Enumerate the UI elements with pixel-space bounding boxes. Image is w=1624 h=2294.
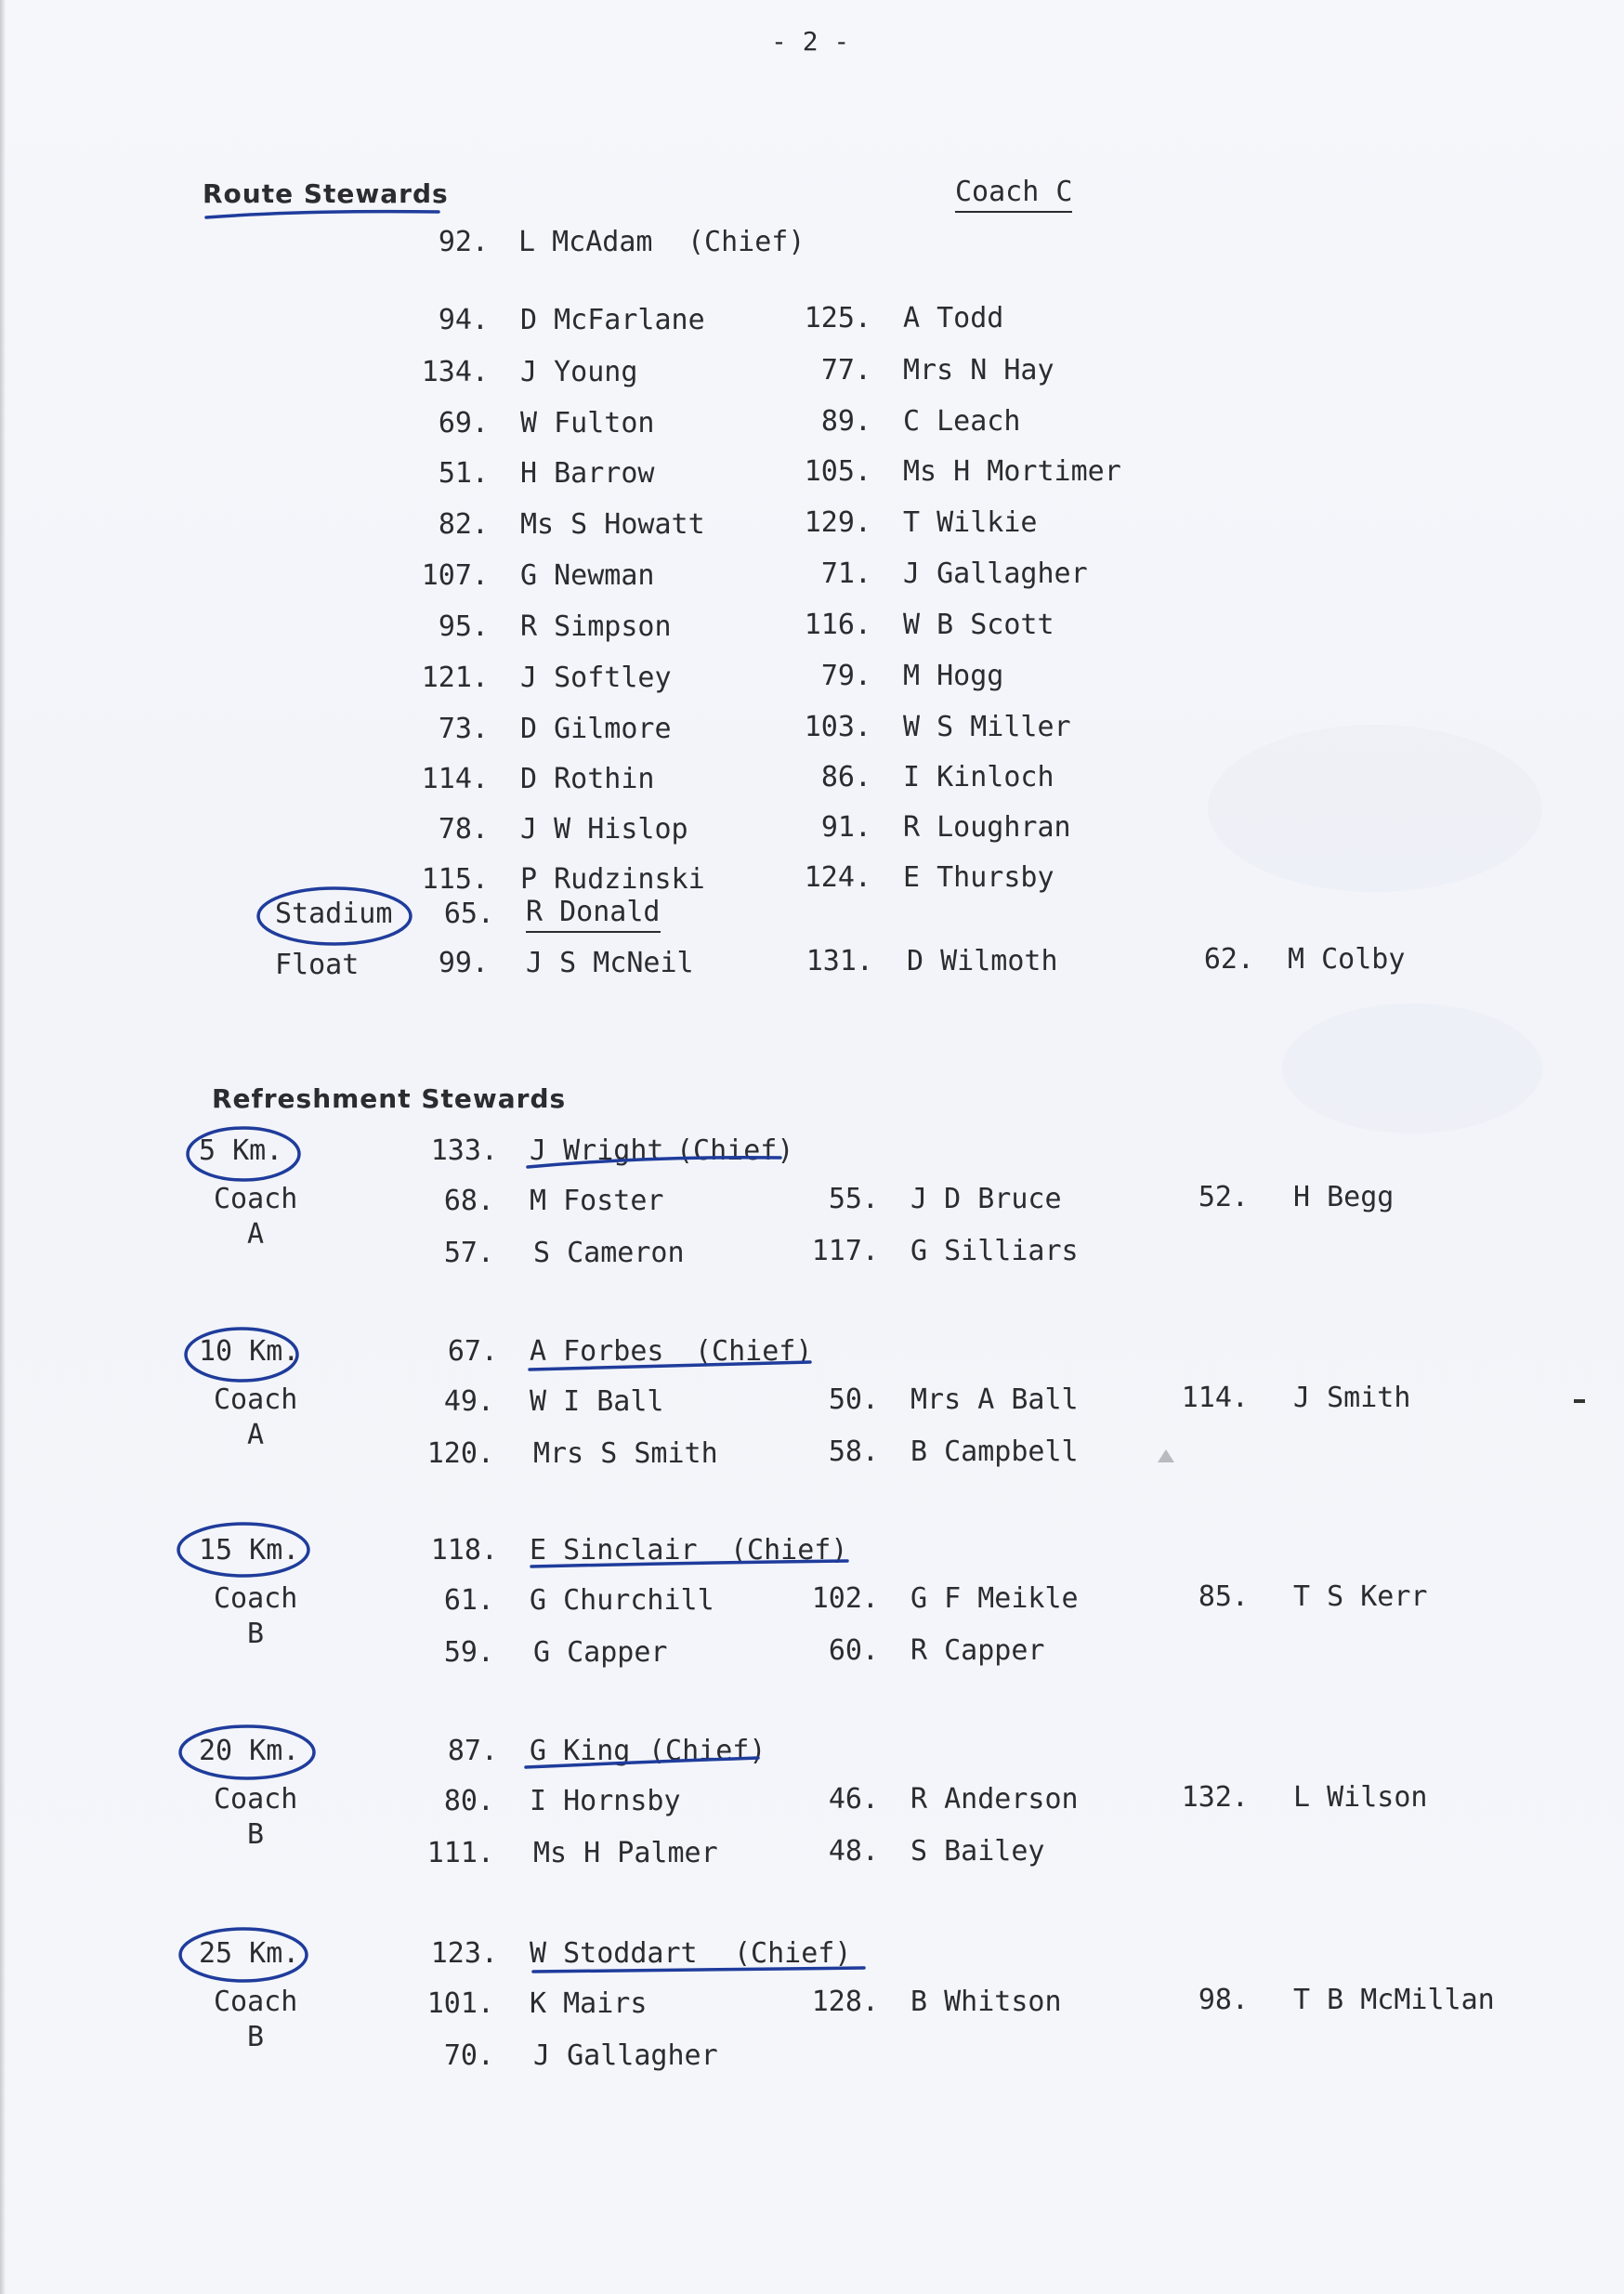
- steward-name: Ms S Howatt: [520, 508, 705, 541]
- float-name: J S McNeil: [526, 947, 694, 979]
- steward-number: 124.: [804, 861, 871, 894]
- steward-number: 70.: [443, 2039, 494, 2072]
- steward-number: 61.: [443, 1584, 494, 1617]
- steward-number: 107.: [421, 559, 489, 592]
- steward-number: 49.: [443, 1385, 494, 1418]
- steward-name: S Bailey: [910, 1835, 1045, 1868]
- steward-number: 68.: [443, 1185, 494, 1217]
- circle-stadium: [258, 888, 411, 944]
- steward-name: S Cameron: [533, 1237, 685, 1269]
- steward-name: R Loughran: [903, 811, 1071, 844]
- chief-number: 67.: [447, 1335, 498, 1368]
- steward-number: 57.: [443, 1237, 494, 1269]
- coach-letter: B: [247, 2021, 265, 2053]
- float-label: Float: [275, 949, 360, 981]
- chief-number: 133.: [430, 1134, 498, 1167]
- coach-letter: B: [247, 1818, 265, 1851]
- steward-name: M Hogg: [903, 660, 1004, 692]
- chief-role: (Chief): [648, 1735, 766, 1767]
- steward-number: 73.: [438, 713, 489, 745]
- steward-name: M Foster: [530, 1185, 664, 1217]
- steward-name: D McFarlane: [520, 304, 705, 336]
- steward-number: 134.: [421, 356, 489, 388]
- chief-number: 92.: [438, 226, 489, 258]
- underline-chief: [528, 1158, 780, 1167]
- steward-number: 117.: [811, 1235, 879, 1267]
- km-marker: 5 Km.: [199, 1134, 283, 1167]
- steward-name: Mrs A Ball: [910, 1383, 1079, 1416]
- coach-label: Coach: [214, 1183, 298, 1215]
- steward-number: 132.: [1181, 1781, 1249, 1814]
- steward-name: G Churchill: [530, 1584, 714, 1617]
- page-number: - 2 -: [771, 26, 850, 57]
- steward-number: 80.: [443, 1785, 494, 1817]
- steward-name: L Wilson: [1293, 1781, 1428, 1814]
- steward-number: 85.: [1198, 1580, 1249, 1613]
- steward-name: W B Scott: [903, 609, 1054, 641]
- steward-number: 116.: [804, 609, 871, 641]
- steward-name: T B McMillan: [1293, 1984, 1495, 2016]
- stadium-label: Stadium: [275, 898, 393, 930]
- refreshment-stewards-heading: Refreshment Stewards: [212, 1083, 567, 1114]
- float-name: M Colby: [1288, 943, 1406, 976]
- steward-number: 102.: [811, 1582, 879, 1615]
- steward-name: T Wilkie: [903, 506, 1038, 539]
- steward-name: W Fulton: [520, 407, 655, 439]
- coach-letter: B: [247, 1618, 265, 1650]
- km-marker: 25 Km.: [199, 1937, 300, 1970]
- underline-chief: [531, 1561, 847, 1566]
- circle-15-km: [178, 1524, 308, 1576]
- coach-label: Coach: [214, 1582, 298, 1615]
- steward-number: 128.: [811, 1986, 879, 2018]
- steward-number: 50.: [828, 1383, 879, 1416]
- chief-name: W Stoddart: [530, 1937, 698, 1970]
- steward-number: 59.: [443, 1636, 494, 1669]
- steward-name: A Todd: [903, 302, 1004, 334]
- steward-name: Ms H Mortimer: [903, 455, 1121, 488]
- chief-number: 123.: [430, 1937, 498, 1970]
- steward-number: 78.: [438, 813, 489, 846]
- steward-number: 91.: [820, 811, 871, 844]
- steward-name: G Capper: [533, 1636, 668, 1669]
- chief-name: G King: [530, 1735, 631, 1767]
- stadium-number: 65.: [443, 898, 494, 930]
- steward-name: I Hornsby: [530, 1785, 681, 1817]
- coach-letter: A: [247, 1419, 265, 1451]
- steward-name: Ms H Palmer: [533, 1837, 718, 1869]
- steward-name: J Gallagher: [903, 557, 1088, 590]
- steward-number: 95.: [438, 610, 489, 643]
- steward-number: 114.: [1181, 1382, 1249, 1414]
- steward-number: 46.: [828, 1783, 879, 1816]
- circle-25-km: [180, 1929, 307, 1981]
- coach-letter: A: [247, 1218, 265, 1251]
- steward-number: 121.: [421, 662, 489, 694]
- steward-number: 129.: [804, 506, 871, 539]
- steward-name: G Newman: [520, 559, 655, 592]
- steward-name: W S Miller: [903, 711, 1071, 743]
- underline-chief: [530, 1362, 810, 1370]
- steward-number: 94.: [438, 304, 489, 336]
- steward-name: E Thursby: [903, 861, 1054, 894]
- steward-number: 77.: [820, 354, 871, 387]
- chief-name: L McAdam: [518, 226, 653, 258]
- steward-number: 103.: [804, 711, 871, 743]
- stadium-name: R Donald: [526, 897, 661, 933]
- steward-name: Mrs S Smith: [533, 1437, 718, 1470]
- steward-number: 101.: [426, 1987, 494, 2020]
- coach-label: Coach: [214, 1383, 298, 1416]
- chief-role: (Chief): [676, 1134, 794, 1167]
- circle-10-km: [186, 1329, 300, 1381]
- steward-number: 125.: [804, 302, 871, 334]
- steward-number: 60.: [828, 1634, 879, 1667]
- steward-name: H Begg: [1293, 1181, 1395, 1213]
- steward-number: 111.: [426, 1837, 494, 1869]
- steward-number: 86.: [820, 761, 871, 793]
- steward-number: 48.: [828, 1835, 879, 1868]
- coach-label: Coach: [214, 1986, 298, 2018]
- steward-name: R Simpson: [520, 610, 672, 643]
- float-number: 131.: [805, 945, 873, 977]
- km-marker: 15 Km.: [199, 1534, 300, 1566]
- steward-number: 71.: [820, 557, 871, 590]
- steward-name: C Leach: [903, 405, 1021, 438]
- steward-name: D Rothin: [520, 763, 655, 795]
- steward-number: 51.: [438, 457, 489, 490]
- steward-name: T S Kerr: [1293, 1580, 1428, 1613]
- chief-role: (Chief): [688, 226, 805, 258]
- chief-number: 87.: [447, 1735, 498, 1767]
- km-marker: 10 Km.: [199, 1335, 300, 1368]
- steward-name: G F Meikle: [910, 1582, 1079, 1615]
- steward-number: 82.: [438, 508, 489, 541]
- chief-role: (Chief): [734, 1937, 852, 1970]
- steward-number: 89.: [820, 405, 871, 438]
- steward-name: J W Hislop: [520, 813, 688, 846]
- steward-number: 58.: [828, 1435, 879, 1468]
- steward-name: K Mairs: [530, 1987, 648, 2020]
- coach-c-label: Coach C: [955, 177, 1072, 213]
- circle-5-km: [188, 1128, 299, 1180]
- steward-number: 55.: [828, 1183, 879, 1215]
- steward-number: 79.: [820, 660, 871, 692]
- steward-name: G Silliars: [910, 1235, 1079, 1267]
- underline-chief: [526, 1758, 758, 1767]
- chief-number: 118.: [430, 1534, 498, 1566]
- float-name: D Wilmoth: [907, 945, 1058, 977]
- float-number: 62.: [1203, 943, 1254, 976]
- steward-name: J Softley: [520, 662, 672, 694]
- chief-name: J Wright: [530, 1134, 664, 1167]
- steward-number: 52.: [1198, 1181, 1249, 1213]
- underline-chief: [533, 1968, 864, 1972]
- steward-number: 98.: [1198, 1984, 1249, 2016]
- steward-name: J Young: [520, 356, 638, 388]
- steward-name: B Campbell: [910, 1435, 1079, 1468]
- steward-number: 115.: [421, 863, 489, 896]
- steward-number: 105.: [804, 455, 871, 488]
- steward-name: W I Ball: [530, 1385, 664, 1418]
- underline-route-stewards: [206, 212, 439, 217]
- chief-role: (Chief): [695, 1335, 813, 1368]
- steward-number: 120.: [426, 1437, 494, 1470]
- km-marker: 20 Km.: [199, 1735, 300, 1767]
- float-number: 99.: [438, 947, 489, 979]
- steward-name: Mrs N Hay: [903, 354, 1054, 387]
- route-stewards-heading: Route Stewards: [203, 178, 449, 209]
- steward-name: J Gallagher: [533, 2039, 718, 2072]
- circle-20-km: [180, 1726, 314, 1778]
- steward-name: D Gilmore: [520, 713, 672, 745]
- steward-name: I Kinloch: [903, 761, 1054, 793]
- chief-name: E Sinclair: [530, 1534, 698, 1566]
- steward-name: R Capper: [910, 1634, 1045, 1667]
- steward-name: J Smith: [1293, 1382, 1411, 1414]
- steward-name: P Rudzinski: [520, 863, 705, 896]
- steward-number: 114.: [421, 763, 489, 795]
- steward-name: R Anderson: [910, 1783, 1079, 1816]
- coach-label: Coach: [214, 1783, 298, 1816]
- steward-number: 69.: [438, 407, 489, 439]
- steward-name: H Barrow: [520, 457, 655, 490]
- chief-role: (Chief): [730, 1534, 848, 1566]
- chief-name: A Forbes: [530, 1335, 664, 1368]
- steward-name: J D Bruce: [910, 1183, 1062, 1215]
- steward-name: B Whitson: [910, 1986, 1062, 2018]
